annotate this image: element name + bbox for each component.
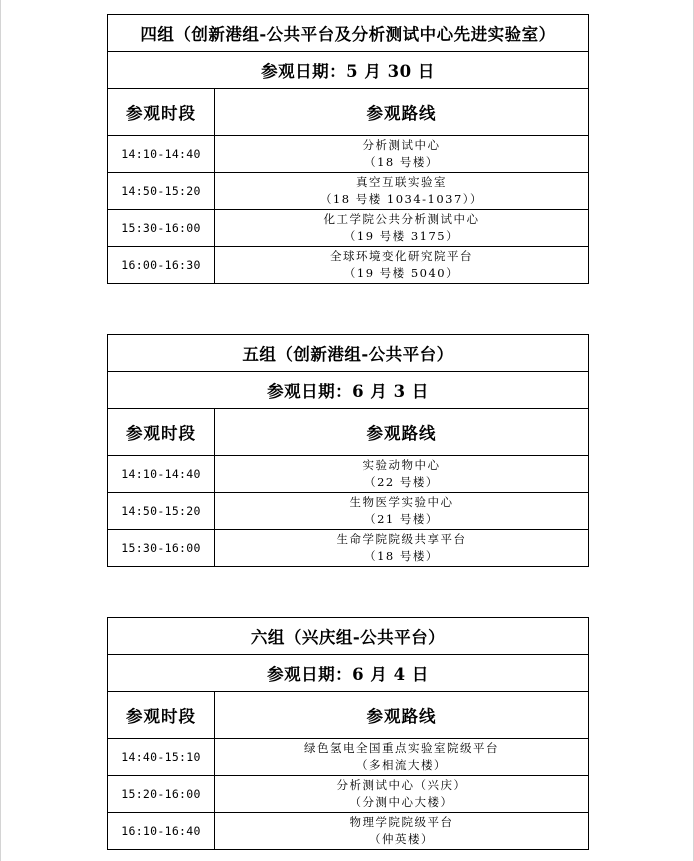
time-slot: 15:30-16:00 — [108, 530, 215, 567]
time-slot: 14:40-15:10 — [108, 739, 215, 776]
column-header-time: 参观时段 — [108, 692, 215, 739]
visit-date: 参观日期：6 月 3 日 — [108, 372, 589, 409]
route-location: 生命学院院级共享平台 — [336, 532, 467, 546]
route-location: 全球环境变化研究院平台 — [330, 249, 473, 263]
table-row — [108, 813, 589, 850]
group-title: 五组（创新港组-公共平台） — [108, 335, 589, 372]
route-cell — [215, 739, 589, 776]
table-row — [108, 456, 589, 493]
route-building: （19 号楼 5040） — [343, 266, 460, 280]
route-location: 化工学院公共分析测试中心 — [323, 212, 480, 226]
route-location: 真空互联实验室 — [356, 175, 447, 189]
route-cell — [215, 456, 589, 493]
time-slot: 14:10-14:40 — [108, 456, 215, 493]
time-slot: 16:00-16:30 — [108, 247, 215, 284]
route-cell — [215, 530, 589, 567]
route-building: （21 号楼） — [364, 512, 439, 526]
table-row — [108, 173, 589, 210]
table-row — [108, 739, 589, 776]
column-header-time: 参观时段 — [108, 89, 215, 136]
route-building: （18 号楼） — [364, 549, 439, 563]
column-header-route: 参观路线 — [215, 692, 589, 739]
route-location: 物理学院院级平台 — [349, 815, 454, 829]
table-row — [108, 493, 589, 530]
route-building: （22 号楼） — [364, 475, 439, 489]
column-header-route: 参观路线 — [215, 409, 589, 456]
route-location: 生物医学实验中心 — [349, 495, 454, 509]
route-cell — [215, 247, 589, 284]
route-building: （分测中心大楼） — [349, 795, 454, 809]
group-4-table — [107, 14, 589, 284]
column-header-route: 参观路线 — [215, 89, 589, 136]
group-title: 六组（兴庆组-公共平台） — [108, 618, 589, 655]
route-location: 分析测试中心（兴庆） — [336, 778, 467, 792]
group-5-table — [107, 334, 589, 567]
time-slot: 16:10-16:40 — [108, 813, 215, 850]
route-building: （18 号楼 1034-1037）） — [319, 192, 484, 206]
route-building: （多相流大楼） — [356, 758, 447, 772]
table-row — [108, 136, 589, 173]
route-location: 绿色氢电全国重点实验室院级平台 — [304, 741, 499, 755]
route-building: （仲英楼） — [369, 832, 434, 846]
route-cell — [215, 136, 589, 173]
time-slot: 14:50-15:20 — [108, 493, 215, 530]
column-header-time: 参观时段 — [108, 409, 215, 456]
time-slot: 14:50-15:20 — [108, 173, 215, 210]
route-cell — [215, 776, 589, 813]
table-row — [108, 530, 589, 567]
route-cell — [215, 493, 589, 530]
visit-date: 参观日期：6 月 4 日 — [108, 655, 589, 692]
group-6-table — [107, 617, 589, 850]
route-cell — [215, 813, 589, 850]
route-location: 分析测试中心 — [362, 138, 441, 152]
visit-date: 参观日期：5 月 30 日 — [108, 52, 589, 89]
route-cell — [215, 210, 589, 247]
time-slot: 14:10-14:40 — [108, 136, 215, 173]
table-row — [108, 247, 589, 284]
route-cell — [215, 173, 589, 210]
table-row — [108, 210, 589, 247]
group-title: 四组（创新港组-公共平台及分析测试中心先进实验室） — [108, 15, 589, 52]
time-slot: 15:20-16:00 — [108, 776, 215, 813]
route-building: （18 号楼） — [364, 155, 439, 169]
table-row — [108, 776, 589, 813]
time-slot: 15:30-16:00 — [108, 210, 215, 247]
route-location: 实验动物中心 — [362, 458, 441, 472]
route-building: （19 号楼 3175） — [343, 229, 460, 243]
